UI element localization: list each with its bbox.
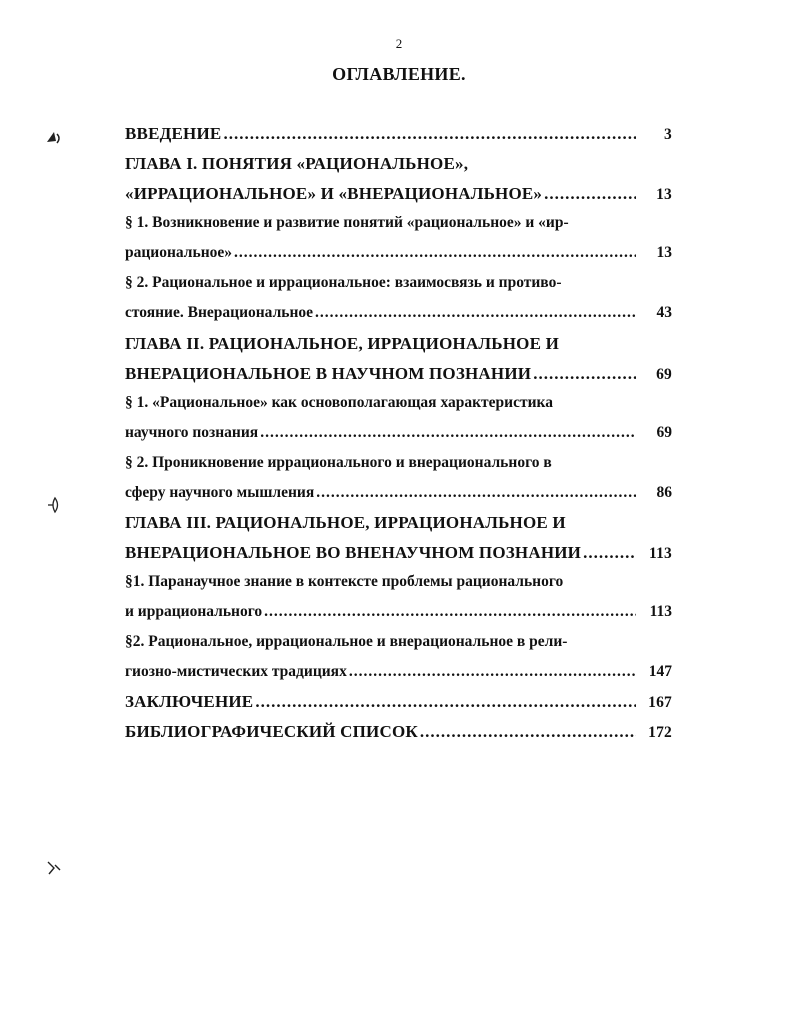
toc-page-number: 13: [656, 186, 672, 203]
toc-page-number: 113: [649, 545, 672, 562]
toc-entry-text: БИБЛИОГРАФИЧЕСКИЙ СПИСОК: [125, 722, 418, 741]
toc-entry-text: § 1. Возникновение и развитие понятий «рациональное» и «ир-: [125, 214, 569, 231]
toc-page-number: 167: [648, 694, 672, 711]
toc-entry-section-1-2-line-2: [125, 304, 672, 322]
dot-leader: [255, 692, 636, 712]
toc-entry-section-3-2-line-1: [125, 633, 672, 651]
toc-entry-introduction: [125, 124, 672, 144]
dot-leader: [533, 364, 636, 384]
dot-leader: [349, 663, 636, 681]
toc-page-number: 113: [649, 603, 672, 620]
toc-entry-text: ГЛАВА III. РАЦИОНАЛЬНОЕ, ИРРАЦИОНАЛЬНОЕ И: [125, 513, 566, 532]
toc-page-number: 69: [656, 366, 672, 383]
toc-entry-text: ЗАКЛЮЧЕНИЕ: [125, 692, 254, 711]
toc-page-number: 172: [648, 724, 672, 741]
toc-entry-text: и иррационального: [125, 603, 263, 620]
dot-leader: [264, 603, 636, 621]
toc-entry-chapter-2-line-1: [125, 334, 672, 354]
toc-entry-section-2-1-line-2: [125, 424, 672, 442]
toc-entry-section-2-2-line-2: [125, 484, 672, 502]
toc-entry-text: научного познания: [125, 424, 259, 441]
scan-mark-icon: [44, 858, 64, 878]
toc-entry-text: ВНЕРАЦИОНАЛЬНОЕ ВО ВНЕНАУЧНОМ ПОЗНАНИИ: [125, 543, 582, 562]
toc-entry-section-1-1-line-2: [125, 244, 672, 262]
toc-entry-section-3-1-line-2: [125, 603, 672, 621]
dot-leader: [223, 124, 636, 144]
dot-leader: [420, 722, 636, 742]
toc-entry-chapter-1-line-1: [125, 154, 672, 174]
toc-entry-section-2-2-line-1: [125, 454, 672, 472]
toc-entry-conclusion: [125, 692, 672, 712]
toc-page-number: 86: [656, 484, 672, 501]
toc-entry-section-3-2-line-2: [125, 663, 672, 681]
toc-entry-section-1-2-line-1: [125, 274, 672, 292]
toc-entry-bibliography: [125, 722, 672, 742]
toc-entry-chapter-3-line-1: [125, 513, 672, 533]
toc-entry-text: стояние. Внерациональное: [125, 304, 314, 321]
page-number: 2: [395, 36, 403, 51]
dot-leader: [260, 424, 636, 442]
scan-mark-icon: [44, 494, 64, 516]
toc-entry-chapter-3-line-2: [125, 543, 672, 563]
toc-entry-text: рациональное»: [125, 244, 233, 261]
toc-page-number: 3: [664, 126, 672, 143]
toc-entry-chapter-1-line-2: [125, 184, 672, 204]
dot-leader: [315, 304, 636, 322]
toc-entry-section-3-1-line-1: [125, 573, 672, 591]
toc-entry-text: § 2. Проникновение иррационального и внерационального в: [125, 454, 552, 471]
toc-page-number: 69: [656, 424, 672, 441]
toc-title: ОГЛАВЛЕНИЕ.: [332, 64, 466, 84]
dot-leader: [234, 244, 636, 262]
toc-entry-section-1-1-line-1: [125, 214, 672, 232]
toc-entry-text: ВВЕДЕНИЕ: [125, 124, 222, 143]
toc-page-number: 147: [648, 663, 672, 680]
toc-entry-text: сферу научного мышления: [125, 484, 315, 501]
toc-page-number: 13: [656, 244, 672, 261]
scan-mark-icon: [44, 128, 64, 148]
toc-entry-text: ГЛАВА I. ПОНЯТИЯ «РАЦИОНАЛЬНОЕ»,: [125, 154, 469, 173]
toc-entry-text: § 1. «Рациональное» как основополагающая характеристика: [125, 394, 553, 411]
toc-page-number: 43: [656, 304, 672, 321]
dot-leader: [316, 484, 636, 502]
toc-entry-text: «ИРРАЦИОНАЛЬНОЕ» И «ВНЕРАЦИОНАЛЬНОЕ»: [125, 184, 543, 203]
toc-entry-text: §2. Рациональное, иррациональное и внерациональное в рели-: [125, 633, 568, 650]
toc-entry-text: § 2. Рациональное и иррациональное: взаимосвязь и противо-: [125, 274, 562, 291]
toc-entry-section-2-1-line-1: [125, 394, 672, 412]
dot-leader: [583, 543, 636, 563]
dot-leader: [544, 184, 636, 204]
toc-entry-text: ВНЕРАЦИОНАЛЬНОЕ В НАУЧНОМ ПОЗНАНИИ: [125, 364, 532, 383]
toc-entry-chapter-2-line-2: [125, 364, 672, 384]
toc-entry-text: §1. Паранаучное знание в контексте проблемы рационального: [125, 573, 564, 590]
toc-entry-text: ГЛАВА II. РАЦИОНАЛЬНОЕ, ИРРАЦИОНАЛЬНОЕ И: [125, 334, 559, 353]
toc-entry-text: гиозно-мистических традициях: [125, 663, 347, 680]
